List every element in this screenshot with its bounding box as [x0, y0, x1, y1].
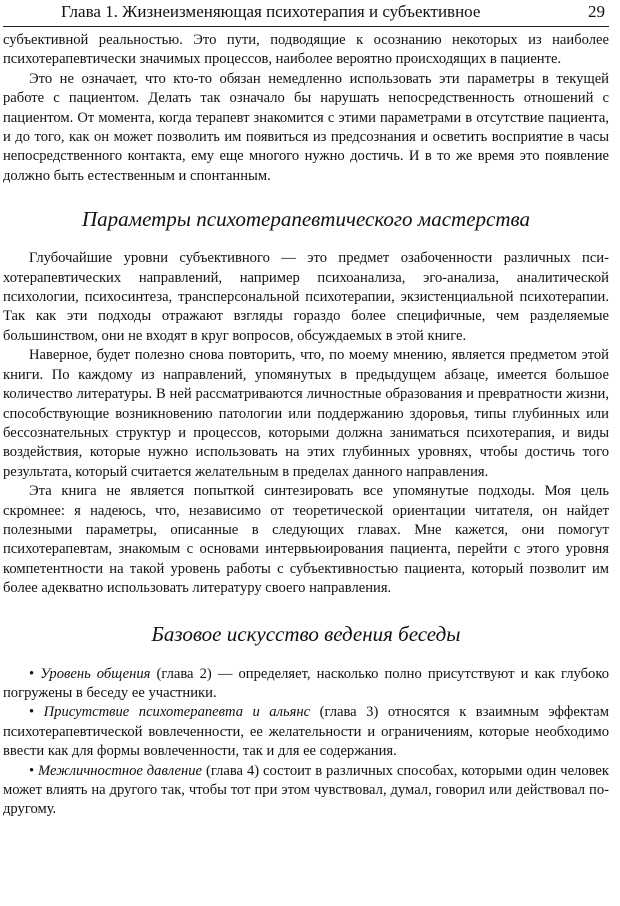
list-item-term: Присутствие психотерапевта и альянс: [43, 704, 311, 721]
list-item-term: Межличностное давление: [38, 762, 203, 779]
list-item-text: (глава 4) состоит в различных способах, которыми один человек может влиять на другого так, чтобы тот при этом чувствовал, думал, говорил или действовал по-другому.: [3, 762, 609, 818]
page-number: 29: [588, 2, 605, 21]
bullet-marker: •: [29, 665, 35, 682]
paragraph: Глубочайшие уровни субъективного — это предмет озабоченности различных психотерапевтических направлений, например психоанализа, эго-анализа, аналитической психологии, психосинтеза, трансперсональной психотерапии, экзистенциальной психотерапии. Так как эти подходы отражают взгляды гораздо более специфичные, чем разделяемые большинством, они не входят в круг вопросов, обсуждаемых в этой книге.: [3, 250, 609, 344]
running-title: Глава 1. Жизнеизменяющая психотерапия и субъективное: [61, 2, 481, 21]
list-item-therapist-presence: [3, 703, 609, 761]
list-item-text: (глава 3) относятся к взаимным эффектам психотерапевтической вовлеченности, ее желательности и ограничениям, которые необходимо ввести как для формы вовлеченности, так и для ее содержания.: [3, 704, 609, 760]
section-heading-basic-art: Базовое искусство ведения беседы: [151, 621, 461, 646]
running-header: [3, 0, 609, 27]
paragraph: Это не означает, что кто-то обязан немедленно использовать эти параметры в текущей работе с пациентом. Делать так означало бы нарушать непосредственность отношений с пациентом. От момента, когда терапевт знакомится с этими параметрами в отсутствие пациента, и до того, как он может позволить им появиться из предсознания и осветить восприятие в часы непосредственного контакта, ему еще многого нужно достичь. И в то же время это появление должно быть естественным и спонтанным.: [3, 70, 609, 184]
list-item-interpersonal-pressure: [3, 762, 609, 820]
list-item-text: (глава 2) — определяет, насколько полно присутствуют и как глубоко погружены в беседу ее участники.: [3, 665, 609, 701]
page-body: [3, 31, 609, 820]
paragraph-continuation: субъективной реальностью. Это пути, подводящие к осознанию некоторых из наиболее психотерапевтически значимых процессов, наиболее вероятно происходящих в пациенте.: [3, 32, 609, 68]
bullet-marker: •: [29, 704, 35, 721]
section-heading-parameters: Параметры психотерапевтического мастерства: [82, 207, 530, 232]
paragraph: Эта книга не является попыткой синтезировать все упомянутые подходы. Моя цель скромнее: я надеюсь, что, независимо от теоретической ориентации читателя, он найдет полезными параметры, описанные в следующих главах. Мне кажется, они помогут психотерапевтам, знакомым с основами интервьюирования пациента, перейти с этого уровня компетентности на такой уровень работы с субъективностью пациента, который позволит им более адекватно использовать литературу своего направления.: [3, 483, 609, 597]
paragraph: Наверное, будет полезно снова повторить, что, по моему мнению, является предметом этой книги. По каждому из направлений, упомянутых в предыдущем абзаце, имеется большое количество литературы. В ней рассматриваются личностные образования и превратности жизни, способствующие возникновению патологии или поддержанию здоровья, типы глубинных или бессознательных структур и процессов, которыми должна заниматься психотерапия, и виды воздействия, которые нужно использовать на этих глубинных уровнях, чтобы достичь того результата, который считается желательным в пределах данного направления.: [3, 347, 609, 480]
list-item-term: Уровень общения: [40, 665, 151, 682]
bullet-marker: •: [29, 762, 35, 779]
list-item-communication-level: [3, 665, 609, 704]
